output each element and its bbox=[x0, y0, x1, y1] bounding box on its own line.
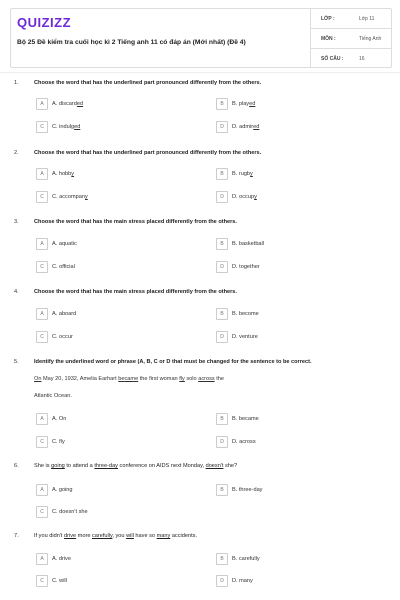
quizizz-logo: QUIZIZZ bbox=[17, 15, 72, 30]
option-c[interactable] bbox=[36, 121, 80, 132]
meta-label-count: SỐ CÂU : bbox=[321, 56, 344, 62]
option-letter: B bbox=[216, 484, 228, 496]
option-d[interactable] bbox=[216, 261, 260, 272]
option-a[interactable] bbox=[36, 413, 66, 424]
sentence-text: the bbox=[214, 376, 225, 382]
meta-label-subject: MÔN : bbox=[321, 36, 336, 42]
underlined-part: y bbox=[71, 171, 75, 177]
underlined-part: carefully bbox=[91, 533, 113, 539]
underlined-part: three-day bbox=[94, 463, 118, 469]
meta-row-grade bbox=[311, 9, 391, 29]
option-letter: D bbox=[216, 261, 228, 273]
option-text: B. basketball bbox=[232, 241, 265, 247]
option-text: B. rugb bbox=[232, 171, 251, 177]
question-text bbox=[34, 533, 384, 539]
option-a[interactable] bbox=[36, 168, 74, 179]
worksheet-header bbox=[10, 8, 392, 68]
option-letter: A bbox=[36, 553, 48, 565]
option-letter: B bbox=[216, 553, 228, 565]
question-text: Choose the word that has the main stress placed differently from the others. bbox=[34, 219, 237, 225]
question-text: Choose the word that has the underlined part pronounced differently from the others. bbox=[34, 80, 262, 86]
underlined-part: going bbox=[51, 463, 65, 469]
option-text: A. aquatic bbox=[52, 241, 77, 247]
question-text: Choose the word that has the underlined part pronounced differently from the others. bbox=[34, 150, 262, 156]
option-text: A. hobb bbox=[52, 171, 72, 177]
option-text: D. many bbox=[232, 578, 253, 584]
option-letter: C bbox=[36, 506, 48, 518]
question-number: 6. bbox=[14, 463, 19, 469]
underlined-part: y bbox=[84, 194, 88, 200]
option-text: B. become bbox=[232, 311, 259, 317]
option-d[interactable] bbox=[216, 121, 259, 132]
option-letter: D bbox=[216, 436, 228, 448]
meta-row-subject bbox=[311, 29, 391, 49]
worksheet-meta bbox=[310, 9, 391, 67]
meta-value-grade: Lớp 11 bbox=[359, 16, 375, 22]
option-text: C. doesn't she bbox=[52, 509, 88, 515]
option-c[interactable] bbox=[36, 331, 73, 342]
option-b[interactable] bbox=[216, 553, 260, 564]
option-letter: A bbox=[36, 484, 48, 496]
sentence-text: solo bbox=[184, 376, 199, 382]
option-letter: A bbox=[36, 413, 48, 425]
option-letter: C bbox=[36, 121, 48, 133]
option-c[interactable] bbox=[36, 261, 75, 272]
underlined-part: ed bbox=[249, 101, 256, 107]
worksheet-title: Bộ 25 Đề kiểm tra cuối học kì 2 Tiếng anh 11 có đáp án (Mới nhất) (Đề 4) bbox=[17, 39, 246, 46]
option-text: A. going bbox=[52, 487, 73, 493]
option-letter: C bbox=[36, 191, 48, 203]
option-a[interactable] bbox=[36, 98, 83, 109]
question-number: 3. bbox=[14, 219, 19, 225]
option-letter: D bbox=[216, 121, 228, 133]
option-text: D. occup bbox=[232, 194, 255, 200]
question-sentence bbox=[34, 376, 224, 382]
option-text: B. carefully bbox=[232, 556, 260, 562]
question-text-part: She is bbox=[34, 463, 52, 469]
option-letter: B bbox=[216, 413, 228, 425]
option-letter: B bbox=[216, 98, 228, 110]
option-text: C. official bbox=[52, 264, 75, 270]
option-letter: C bbox=[36, 436, 48, 448]
underlined-part: drive bbox=[64, 533, 77, 539]
question-text-part: more bbox=[76, 533, 92, 539]
question-text-part: to attend a bbox=[64, 463, 95, 469]
question-text-part: , you bbox=[112, 533, 127, 539]
option-text: D. across bbox=[232, 439, 256, 445]
option-text: C. fly bbox=[52, 439, 65, 445]
question-text-part: accidents. bbox=[170, 533, 198, 539]
option-b[interactable] bbox=[216, 308, 259, 319]
header-divider bbox=[0, 72, 400, 73]
question-number: 2. bbox=[14, 150, 19, 156]
sentence-text: the first woman bbox=[138, 376, 180, 382]
option-text: A. aboard bbox=[52, 311, 77, 317]
underlined-part: fly bbox=[179, 376, 185, 382]
question-number: 7. bbox=[14, 533, 19, 539]
option-d[interactable] bbox=[216, 191, 257, 202]
underlined-part: y bbox=[254, 194, 257, 200]
underlined-part: ed bbox=[74, 124, 81, 130]
sentence-text: May 20, 1932, Amelia Earhart bbox=[41, 376, 119, 382]
underlined-part: will bbox=[126, 533, 134, 539]
question-sentence-line2: Atlantic Ocean. bbox=[34, 393, 72, 399]
option-c[interactable] bbox=[36, 506, 88, 517]
option-d[interactable] bbox=[216, 436, 256, 447]
option-text: D. venture bbox=[232, 334, 258, 340]
question-text-part: she? bbox=[223, 463, 238, 469]
option-letter: A bbox=[36, 98, 48, 110]
option-letter: B bbox=[216, 168, 228, 180]
option-b[interactable] bbox=[216, 98, 255, 109]
option-b[interactable] bbox=[216, 413, 259, 424]
meta-value-count: 16 bbox=[359, 56, 365, 62]
option-b[interactable] bbox=[216, 168, 253, 179]
option-letter: A bbox=[36, 168, 48, 180]
option-text: C. will bbox=[52, 578, 67, 584]
question-number: 1. bbox=[14, 80, 19, 86]
underlined-part: ed bbox=[76, 101, 84, 107]
option-d[interactable] bbox=[216, 575, 253, 586]
underlined-part: doesn't bbox=[205, 463, 224, 469]
option-letter: C bbox=[36, 331, 48, 343]
underlined-part: ed bbox=[253, 124, 260, 130]
option-letter: D bbox=[216, 191, 228, 203]
question-text bbox=[34, 463, 384, 469]
meta-label-grade: LỚP : bbox=[321, 16, 335, 22]
option-letter: D bbox=[216, 331, 228, 343]
question-number: 5. bbox=[14, 359, 19, 365]
option-letter: A bbox=[36, 238, 48, 250]
option-letter: C bbox=[36, 575, 48, 587]
question-text-part: If you didn't bbox=[34, 533, 64, 539]
option-text: C. occur bbox=[52, 334, 73, 340]
question-text: Identify the underlined word or phrase (A, B, C or D that must be changed for the sentence to be correct. bbox=[34, 359, 312, 365]
option-text: D. admir bbox=[232, 124, 254, 130]
question-text: Choose the word that has the main stress placed differently from the others. bbox=[34, 289, 237, 295]
option-text: A. On bbox=[52, 416, 67, 422]
meta-value-subject: Tiếng Anh bbox=[359, 36, 382, 42]
underlined-part: across bbox=[198, 376, 215, 382]
underlined-part: became bbox=[118, 376, 139, 382]
underlined-part: many bbox=[156, 533, 171, 539]
option-c[interactable] bbox=[36, 436, 65, 447]
option-c[interactable] bbox=[36, 575, 67, 586]
option-a[interactable] bbox=[36, 484, 73, 495]
option-letter: B bbox=[216, 238, 228, 250]
question-text-part: conference on AIDS next Monday, bbox=[117, 463, 206, 469]
option-letter: C bbox=[36, 261, 48, 273]
option-text: B. play bbox=[232, 101, 250, 107]
option-text: C. accompan bbox=[52, 194, 85, 200]
option-a[interactable] bbox=[36, 553, 71, 564]
option-b[interactable] bbox=[216, 484, 262, 495]
question-text-part: have so bbox=[133, 533, 157, 539]
option-text: B. became bbox=[232, 416, 259, 422]
option-letter: A bbox=[36, 308, 48, 320]
option-text: D. together bbox=[232, 264, 260, 270]
underlined-part: y bbox=[250, 171, 253, 177]
option-text: C. indulg bbox=[52, 124, 75, 130]
option-a[interactable] bbox=[36, 238, 77, 249]
option-d[interactable] bbox=[216, 331, 258, 342]
option-text: B. three-day bbox=[232, 487, 263, 493]
meta-row-count bbox=[311, 49, 391, 68]
option-text: A. discard bbox=[52, 101, 77, 107]
question-number: 4. bbox=[14, 289, 19, 295]
option-letter: B bbox=[216, 308, 228, 320]
option-c[interactable] bbox=[36, 191, 88, 202]
option-b[interactable] bbox=[216, 238, 264, 249]
option-letter: D bbox=[216, 575, 228, 587]
underlined-part: On bbox=[34, 376, 42, 382]
option-a[interactable] bbox=[36, 308, 76, 319]
option-text: A. drive bbox=[52, 556, 71, 562]
